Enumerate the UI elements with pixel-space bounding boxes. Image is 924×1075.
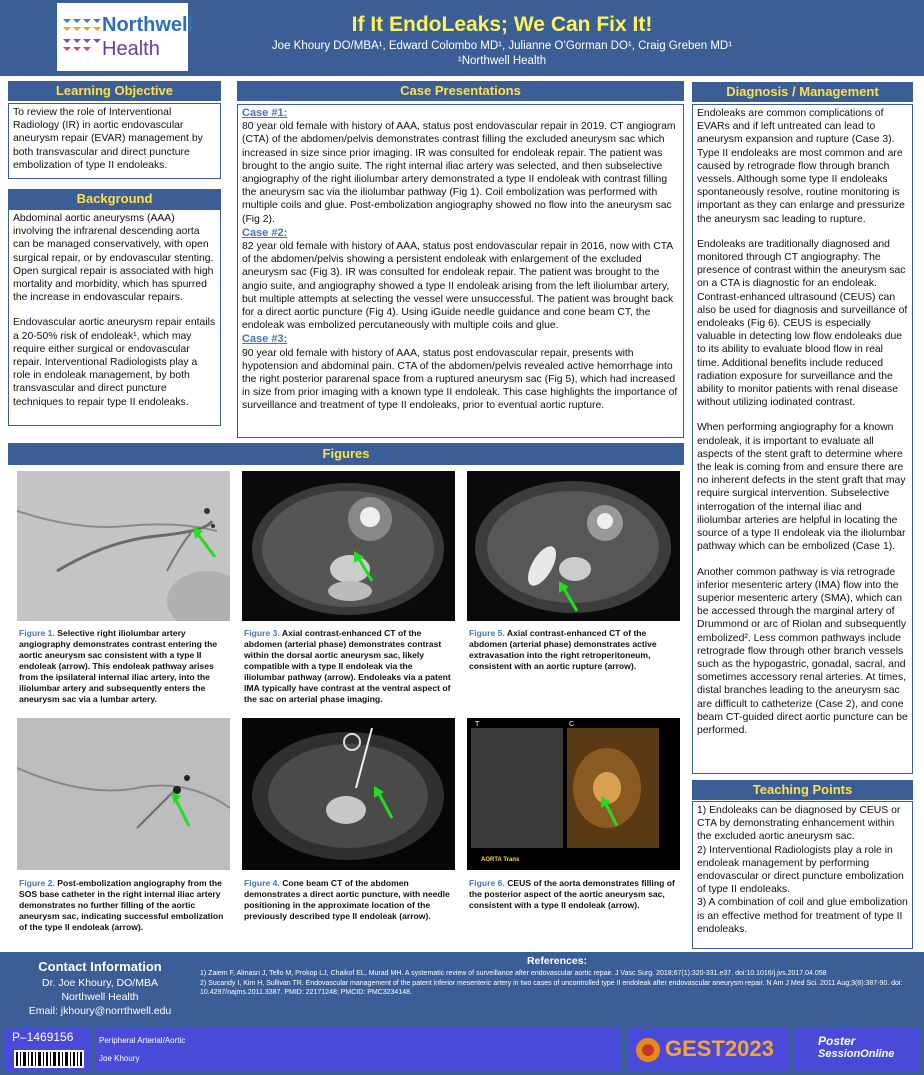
teaching-point-1: 1) Endoleaks can be diagnosed by CEUS or CTA by demonstrating enhancement within the excluded aortic aneurysm sac.	[697, 805, 901, 843]
contact-heading: Contact Information	[38, 959, 162, 974]
diagnosis-paragraph-2: Endoleaks are traditionally diagnosed and monitored through CT angiography. The presence of contrast within the aneurysm sac on a CTA is diagnostic for an endoleak. Contrast-enhanced ultrasound (CEUS) can also be used for diagnosis and surveillance of endoleaks (Fig 6). CEUS is especially valuable in detecting low flow endoleaks due to its ability to evaluate blood flow in real time. Additional benefits include reduced radiation exposure for surveillance and the ability to monitor patients with renal disease without utilizing iodinated contrast.	[697, 238, 908, 409]
poster-author: Joe Khoury	[99, 1054, 140, 1063]
poster-id: P–1469156	[12, 1030, 74, 1044]
figure-2-text: Post-embolization angiography from the SOS base catheter in the right internal iliac artery demonstrates no further filling of the aortic aneurysm sac, indicating successful embolization of the type II endoleak (arrow).	[19, 878, 224, 932]
diagnosis-management-heading: Diagnosis / Management	[692, 82, 913, 102]
figure-5-caption	[469, 628, 677, 672]
contact-email[interactable]: Email: jkhoury@norrthwell.edu	[28, 1005, 172, 1017]
teaching-point-3: 3) A combination of coil and glue embolization is an effective method for treatment of type II endoleaks.	[697, 897, 908, 935]
case-presentations-box	[237, 104, 684, 438]
case-1-text: 80 year old female with history of AAA, status post endovascular repair in 2019. CT angiogram (CTA) of the abdomen/pelvis demonstrates contrast filling the excluded aneurysm sac which increased in size since prior imaging. IR was consulted for endoleak repair. The patient was brought to the angio suite. The right internal iliac artery was selected, and then subselective angiography of the right iliolumbar artery demonstrated a type II endoleak with contrast filling the aneurysm sac via the iliolumbar pathway (Fig 1). Coil embolization was performed with multiple coils and glue. Post-embolization angiography showed no flow into the aneurysm sac (Fig 2).	[242, 121, 676, 225]
figure-4-image	[242, 718, 455, 870]
poster-category-panel	[95, 1028, 622, 1072]
figure-1-caption	[19, 628, 227, 705]
case-1-title: Case #1:	[242, 107, 288, 119]
learning-objective-heading: Learning Objective	[8, 81, 221, 101]
figure-6-aorta-label: AORTA Trans	[481, 857, 520, 863]
pso-logo-line-2: SessionOnline	[818, 1048, 895, 1060]
learning-objective-text: To review the role of Interventional Radiology (IR) in aortic endovascular aneurysm repair (EVAR) management by both transvascular and direct puncture embolization of type II endoleaks.	[13, 107, 203, 171]
case-3-title: Case #3:	[242, 333, 288, 346]
figure-4-caption	[244, 878, 452, 922]
poster-title: If It EndoLeaks; We Can Fix It!	[351, 13, 653, 36]
poster-session-online-logo	[794, 1028, 920, 1072]
teaching-point-2: 2) Interventional Radiologists play a role in endoleak management by performing endovascular or direct puncture embolization of type II endoleaks.	[697, 844, 904, 896]
reference-1: 1) Zaiem F, Almasri J, Tello M, Prokop LJ, Chaikof EL, Murad MH. A systematic review of surveillance after endovascular aortic repair. J Vasc Surg. 2018;67(1):320-331.e37. doi:10.1016/j.jvs.2017.04.058	[200, 970, 827, 977]
figure-1-text: Selective right iliolumbar artery angiography demonstrates contrast entering the aortic aneurysm sac consistent with a type II endoleak (arrow). This endoleak pathway arises from the ipsilateral internal iliac artery, into the iliolumbar artery and subsequently enters the aneurysm sac via a lumbar artery.	[19, 628, 218, 704]
diagnosis-paragraph-3: When performing angiography for a known endoleak, it is important to evaluate all aspects of the stent graft to determine where the leak is coming from and ensure there are no inherent defects in the stent graft that may require surgical intervention. Subselective interrogation of the internal iliac and iliolumbar arteries are helpful in locating the source of a type II endoleak via the iliolumbar pathway which can be embolized (Case 1).	[697, 422, 906, 553]
northwell-logo	[57, 3, 194, 71]
poster-affiliation: ¹Northwell Health	[457, 55, 547, 67]
poster-authors: Joe Khoury DO/MBA¹, Edward Colombo MD¹, Julianne O’Gorman DO¹, Craig Greben MD¹	[271, 40, 733, 52]
logo-northwell-text: Northwell	[102, 14, 194, 36]
figure-6-caption	[469, 878, 679, 911]
figure-2-caption	[19, 878, 227, 933]
diagnosis-paragraph-4: Another common pathway is via retrograde inferior mesenteric artery (IMA) flow into the superior mesenteric artery (SMA), which can be accessed through the marginal artery of Drummond or arc of Riolan and subsequently embolized². Less common pathways include retrograde flow through other branch vessels such as the hypogastric, gonadal, sacral, and sometimes accessory renal arteries. At times, distal branches leading to the aneurysm sac are difficult to catheterize (Case 2), and cone beam CT-guided direct aortic puncture can be performed.	[697, 566, 908, 736]
figure-6-label: Figure 6.	[469, 878, 505, 888]
figure-5-ct-scan	[467, 471, 680, 621]
gest-logo-text: GEST2023	[665, 1036, 774, 1061]
figure-2-label: Figure 2.	[19, 878, 55, 888]
background-heading: Background	[8, 189, 221, 209]
figure-5-label: Figure 5.	[469, 628, 505, 638]
case-3-text: 90 year old female with history of AAA, status post endovascular repair, presents with hypotension and abdominal pain. CTA of the abdomen/pelvis revealed active hemorrhage into the right posterior pararenal space from a ruptured aneurysm sac (Fig 5), which had increased in size from prior imaging with a known type II endoleak. This case highlights the importance of surveillance and treatment of type II endoleaks, prior to eventual aortic rupture.	[242, 347, 678, 412]
figure-4-label: Figure 4.	[244, 878, 280, 888]
figure-1-angiogram	[17, 471, 230, 621]
case-2-text: 82 year old female with history of AAA, status post endovascular repair in 2016, now with CTA of the abdomen/pelvis showing a persistent endoleak with enlargement of the excluded aneurysm sac (Fig 3). IR was consulted for endoleak repair. The patient was brought to the angio suite, and angiography showed a type II endoleak arising from the left iliolumbar artery, but multiple attempts at selecting the vessel were unsuccessful. The patient was brought back for a direct aortic puncture (Fig 4). Using iGuide needle guidance and cone beam CT, the endoleak was embolized percutaneously with multiple coils and glue.	[242, 241, 674, 332]
contact-organization: Northwell Health	[61, 991, 139, 1003]
northwell-logo-mark	[61, 13, 101, 63]
figure-2-angiogram	[17, 718, 230, 870]
figure-3-ct-scan	[242, 471, 455, 621]
poster-header	[0, 0, 924, 76]
background-paragraph-2: Endovascular aortic aneurysm repair entails a 20-50% risk of endoleak¹, which may require either surgical or endovascular repair. Interventional Radiologists play a role in endoleak management, by both transvascular and direct puncture techniques to repair type II endoleaks.	[13, 317, 216, 408]
learning-objective-box	[8, 103, 221, 179]
figure-6-image	[467, 718, 680, 870]
teaching-points-box	[692, 801, 913, 949]
case-presentations-heading: Case Presentations	[237, 81, 684, 101]
poster-id-panel	[4, 1028, 92, 1072]
diagnosis-paragraph-1: Endoleaks are common complications of EVARs and if left untreated can lead to aneurysm expansion and rupture (Case 3). Type II endoleaks are most common and are caused by retrograde flow through branch vessels. Although some type II endoleaks spontaneously resolve, routine monitoring is important as they can enlarge and pressurize the aneurysm sac leading to rupture.	[697, 108, 905, 225]
figure-1-image	[17, 471, 230, 621]
barcode-icon	[14, 1050, 84, 1068]
figure-1-label: Figure 1.	[19, 628, 55, 638]
figures-heading: Figures	[8, 443, 684, 465]
references-heading: References:	[526, 955, 588, 967]
figure-3-image	[242, 471, 455, 621]
gest-logo-panel	[627, 1028, 789, 1072]
figure-2-image	[17, 718, 230, 870]
reference-2: 2) Sucandy I, Kim H, Sullivan TR. Endovascular management of the patent inferior mesenteric artery in two cases of uncontrolled type II endoleak after endovascular aneurysm repair. N Am J Med Sci. 2011 Aug;3(8):387-90. doi: 10.4297/najms.2011.3387. PMID: 22171248; PMCID: PMC3234148.	[200, 980, 903, 996]
figure-6-c-label: C	[569, 721, 575, 728]
poster-category: Peripheral Arterial/Aortic	[99, 1036, 186, 1045]
diagnosis-management-box	[692, 104, 913, 774]
figure-6-text: CEUS of the aorta demonstrates filling of the posterior aspect of the aortic aneurysm sac, consistent with a type II endoleak (arrow).	[469, 878, 675, 910]
contact-name: Dr. Joe Khoury, DO/MBA	[42, 977, 158, 989]
case-2-title: Case #2:	[242, 226, 288, 239]
figure-3-caption	[244, 628, 452, 705]
gest-logo-icon	[635, 1037, 661, 1063]
pso-logo-line-1: Poster	[818, 1034, 856, 1048]
figure-4-cone-beam-ct	[242, 718, 455, 870]
figure-3-text: Axial contrast-enhanced CT of the abdomen (arterial phase) demonstrates contrast within the dorsal aortic aneurysm sac, likely compatible with a type II endoleak via the iliolumbar pathway (arrow). Endoleaks via a patent IMA typically have contrast at the ventral aspect of the sac on arterial phase imaging.	[244, 628, 451, 704]
logo-health-text: Health	[102, 38, 160, 60]
figure-5-text: Axial contrast-enhanced CT of the abdomen (arterial phase) demonstrates active extravasation into the right retroperitoneum, consistent with an aortic rupture (arrow).	[469, 628, 657, 671]
figure-4-text: Cone beam CT of the abdomen demonstrates a direct aortic puncture, with needle positioning in the approximate location of the previously described type II endoleak (arrow).	[244, 878, 450, 921]
figure-6-ceus	[467, 718, 680, 870]
figure-6-t-label: T	[475, 721, 480, 728]
background-paragraph-1: Abdominal aortic aneurysms (AAA) involving the infrarenal descending aorta can be managed conservatively, with open surgical repair, or by endovascular stenting. Open surgical repair is associated with high mortality and morbidity, which has spurred the increase in endovascular repairs.	[13, 213, 214, 304]
teaching-points-heading: Teaching Points	[692, 780, 913, 800]
figure-3-label: Figure 3.	[244, 628, 280, 638]
figure-5-image	[467, 471, 680, 621]
background-box	[8, 209, 221, 426]
